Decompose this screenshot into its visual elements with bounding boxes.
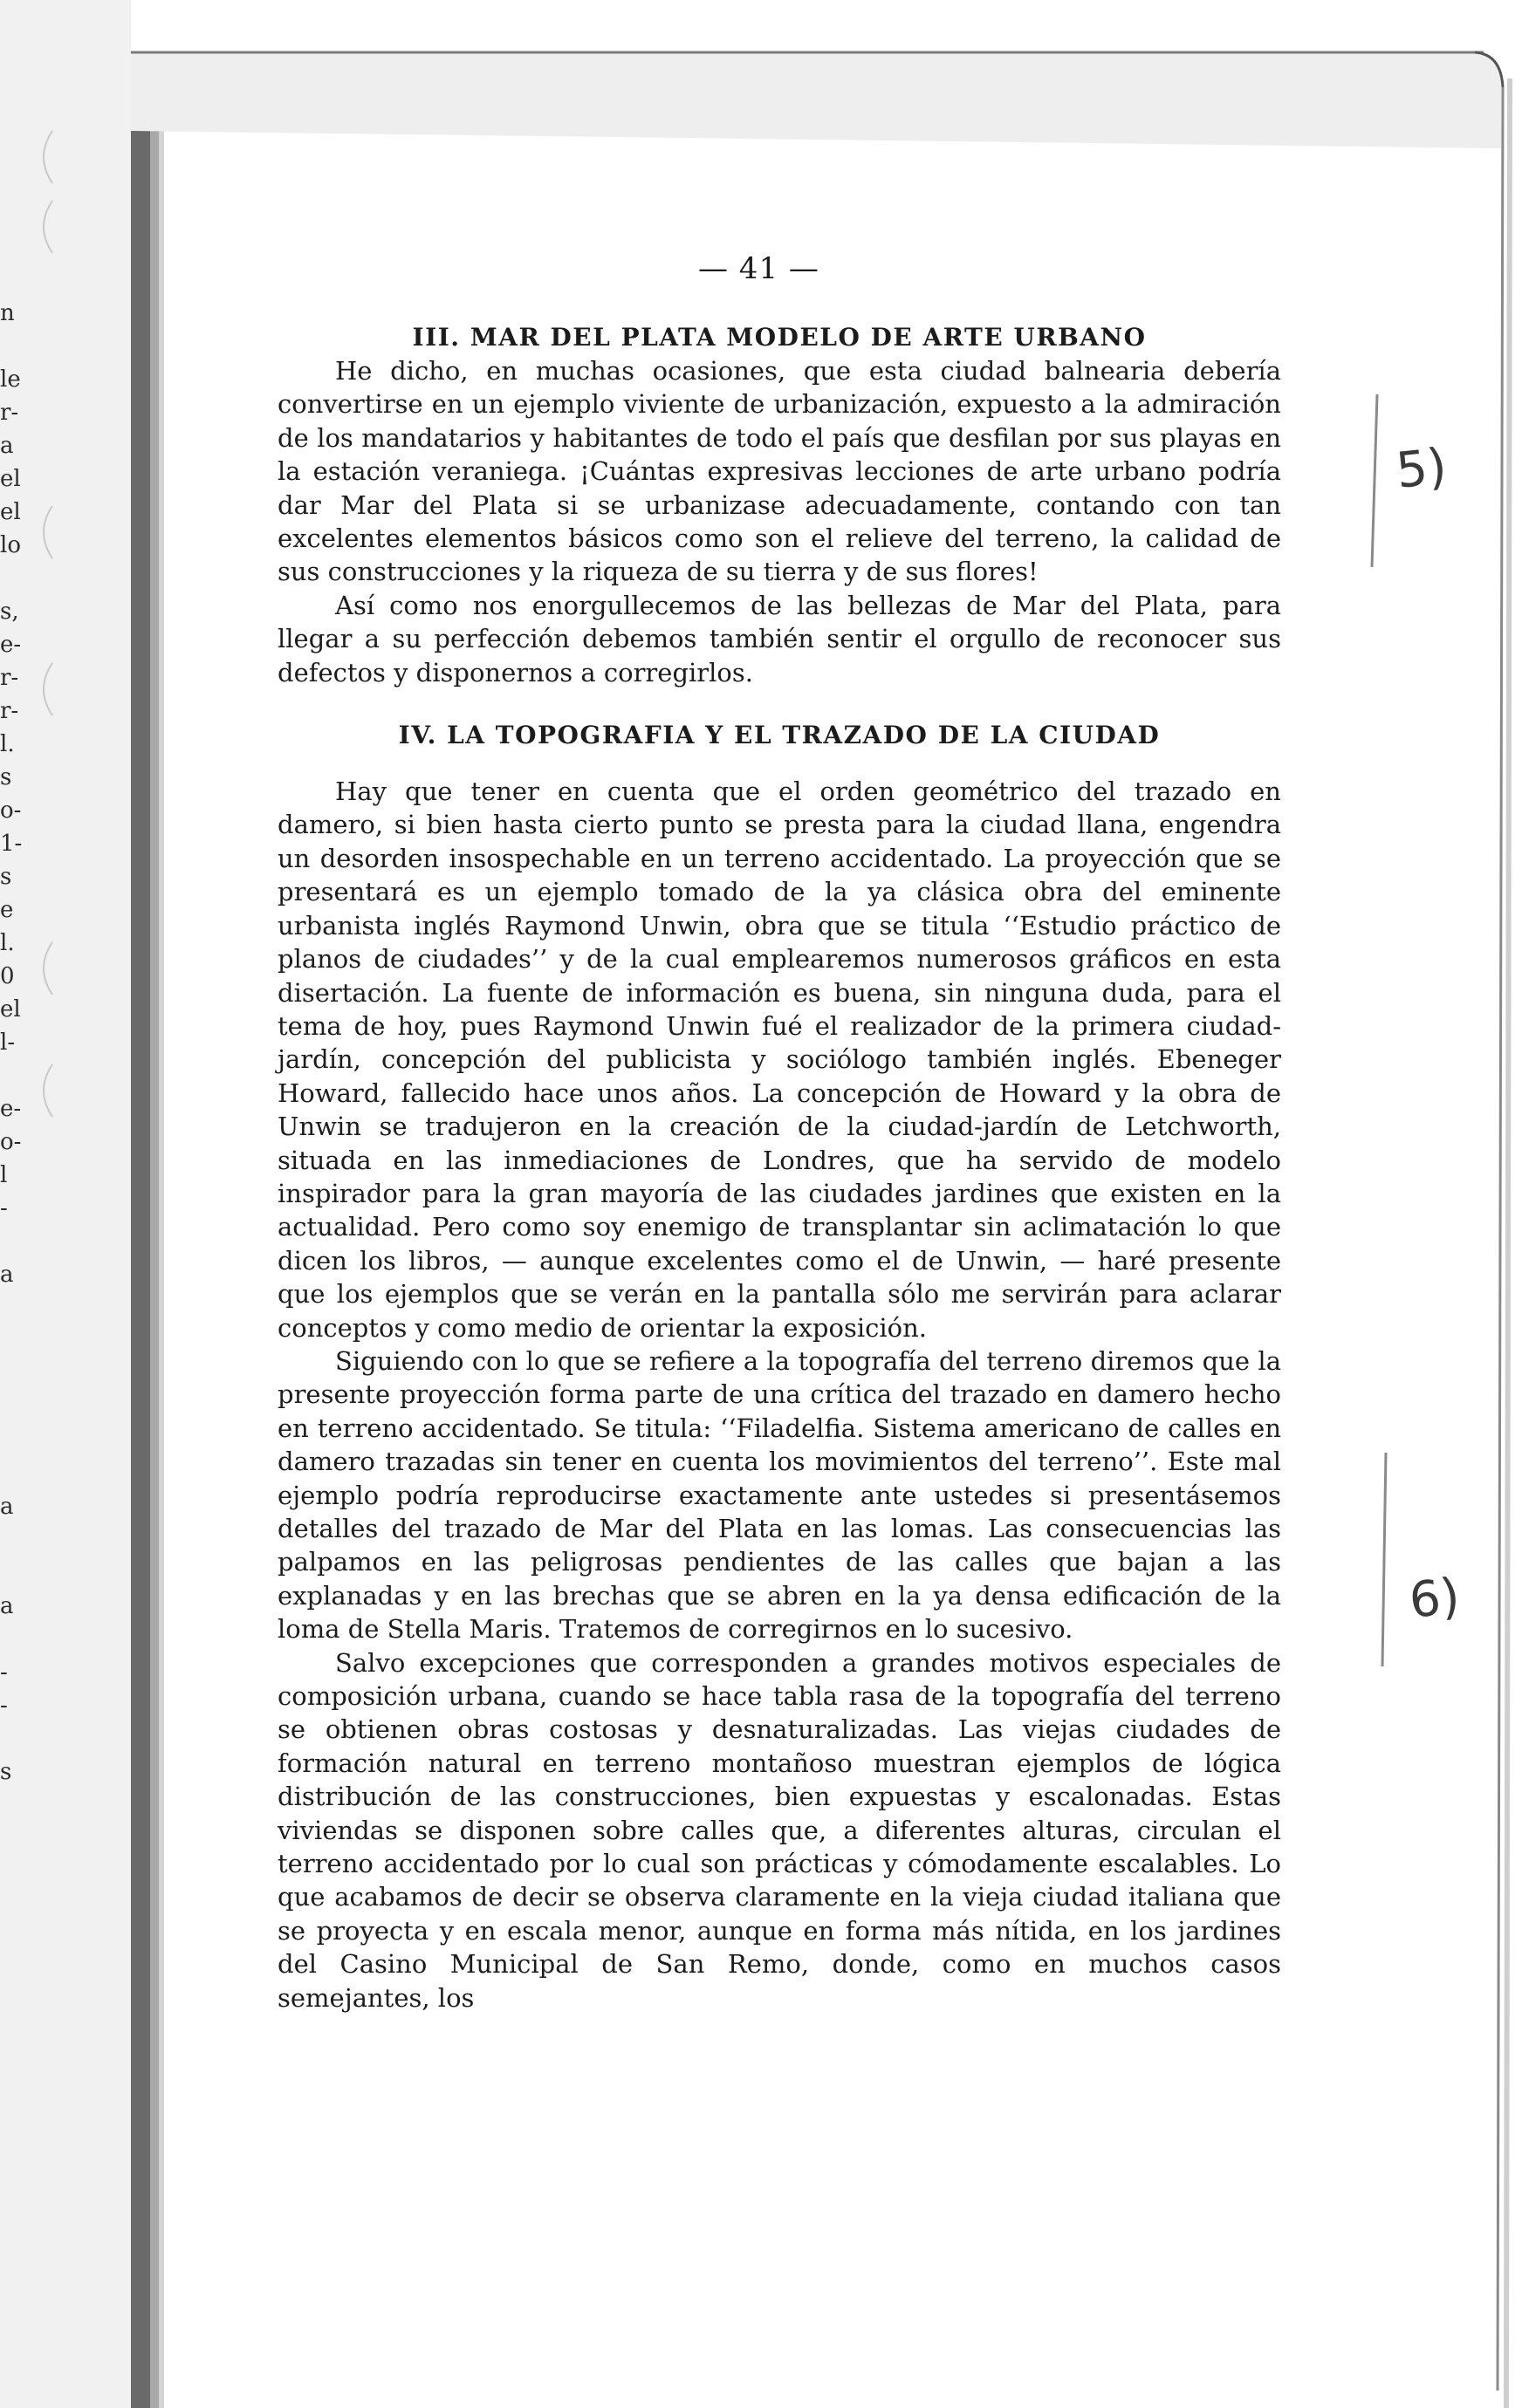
left-margin-fragment: el [0, 466, 21, 492]
left-margin-fragment: - [0, 1195, 8, 1221]
paragraph: Siguiendo con lo que se refiere a la topografía del terreno diremos que la presente proyección forma parte de una crítica del trazado en damero hecho en terreno accidentado. Se titula: ‘‘Filadelfia. Sistema americano de calles en damero trazadas sin tener en cuenta los movimientos del terreno’’. Este mal ejemplo podría reproducirse exactamente ante ustedes si presentásemos detalles del trazado de Mar del Plata en las lomas. Las consecuencias las palpamos en las peligrosas pendientes de las calles que bajan a las explanadas y en las brechas que se abren en la ya densa edificación de la loma de Stella Maris. Tratemos de corregirnos en lo sucesivo. [278, 1345, 1281, 1645]
left-margin-fragment: e- [0, 632, 22, 658]
left-margin-fragment [0, 1391, 35, 1424]
left-margin-fragment: n [0, 300, 15, 326]
margin-note-6: 6) [1406, 1568, 1463, 1630]
left-margin-fragment [0, 1722, 35, 1755]
left-margin-fragment: s [0, 864, 12, 890]
left-margin-fragment: s, [0, 599, 19, 625]
left-margin-fragment: el [0, 499, 21, 525]
left-margin-fragment [0, 1623, 35, 1656]
left-margin-fragment: r- [0, 400, 19, 426]
left-margin-fragment: r- [0, 698, 19, 724]
left-margin-fragment [0, 1225, 35, 1258]
left-margin-fragment [0, 1457, 35, 1490]
left-margin-fragment: s [0, 1759, 12, 1785]
left-margin-fragment: e [0, 897, 14, 923]
left-margin-fragment: l [0, 1162, 8, 1188]
left-margin-fragment [0, 1556, 35, 1590]
left-margin-fragment [0, 330, 35, 363]
left-margin-fragment [0, 562, 35, 595]
section-heading-iv: IV. LA TOPOGRAFIA Y EL TRAZADO DE LA CIUDAD [398, 721, 1161, 750]
paragraph: Así como nos enorgullecemos de las bellezas de Mar del Plata, para llegar a su perfección debemos también sentir el orgullo de reconocer sus defectos y disponernos a corregirlos. [278, 590, 1281, 688]
left-margin-fragment: a [0, 433, 14, 459]
left-margin-fragment: a [0, 1494, 14, 1520]
left-margin-fragment: l. [0, 930, 15, 956]
left-margin-fragment: a [0, 1593, 14, 1619]
left-margin-fragment: l- [0, 1030, 16, 1056]
paragraph: He dicho, en muchas ocasiones, que esta ciudad balnearia debería convertirse en un ejemplo viviente de urbanización, expuesto a la admiración de los mandatarios y habitantes de todo el país que desfilan por sus playas en la estación veraniega. ¡Cuántas expresivas lecciones de arte urbano podría dar Mar del Plata si se urbanizase adecuadamente, contando con tan excelentes elementos básicos como son el relieve del terreno, la calidad de sus construcciones y la riqueza de su tierra y de sus flores! [278, 356, 1281, 587]
margin-note-5: 5) [1393, 438, 1450, 500]
left-margin-fragment [0, 1523, 35, 1556]
left-margin-fragment [0, 1324, 35, 1358]
left-margin-fragment [0, 1424, 35, 1457]
page-number: — 41 — [698, 251, 819, 286]
left-margin-fragment [0, 1059, 35, 1092]
left-margin-fragment [0, 1291, 35, 1324]
left-margin-fragment: le [0, 366, 21, 393]
left-margin-fragment: s [0, 764, 12, 790]
left-margin-fragment: - [0, 1693, 8, 1719]
left-margin-fragment: el [0, 996, 21, 1023]
left-margin-fragment: a [0, 1262, 14, 1288]
left-margin-fragments [0, 297, 35, 1789]
paragraph: Salvo excepciones que corresponden a grandes motivos especiales de composición urbana, cuando se hace tabla rasa de la topografía del terreno se obtienen obras costosas y desnaturalizadas. Las viejas ciudades de formación natural en terreno montañoso muestran ejemplos de lógica distribución de las construcciones, bien expuestas y escalonadas. Estas viviendas se disponen sobre calles que, a diferentes alturas, circulan el terreno accidentado por lo cual son prácticas y cómodamente escalables. Lo que acabamos de decir se observa claramente en la vieja ciudad italiana que se proyecta y en escala menor, aunque en forma más nítida, en los jardines del Casino Municipal de San Remo, donde, como en muchos casos semejantes, los [278, 1647, 1281, 2013]
section-heading-iii: III. MAR DEL PLATA MODELO DE ARTE URBANO [412, 323, 1147, 352]
left-margin-fragment: o- [0, 1129, 22, 1155]
left-margin-fragment: o- [0, 797, 22, 824]
left-margin-fragment [0, 1358, 35, 1391]
left-margin-fragment: 1- [0, 831, 23, 857]
paragraph: Hay que tener en cuenta que el orden geométrico del trazado en damero, si bien hasta cierto punto se presta para la ciudad llana, engendra un desorden insospechable en un terreno accidentado. La proyección que se presentará es un ejemplo tomado de la ya clásica obra del eminente urbanista inglés Raymond Unwin, obra que se titula ‘‘Estudio práctico de planos de ciudades’’ y de la cual emplearemos numerosos gráficos en esta disertación. La fuente de información es buena, sin ninguna duda, para el tema de hoy, pues Raymond Unwin fué el realizador de la primera ciudad-jardín, concepción del publicista y sociólogo también inglés. Ebeneger Howard, fallecido hace unos años. La concepción de Howard y la obra de Unwin se tradujeron en la creación de la ciudad-jardín de Letchworth, situada en las inmediaciones de Londres, que ha servido de modelo inspirador para la gran mayoría de las ciudades jardines que existen en la actualidad. Pero como soy enemigo de transplantar sin aclimatación lo que dicen los libros, — aunque excelentes como el de Unwin, — haré presente que los ejemplos que se verán en la pantalla sólo me servirán para aclarar conceptos y como medio de orientar la exposición. [278, 776, 1281, 1343]
left-margin-fragment: 0 [0, 963, 15, 989]
page-content [278, 321, 1281, 2015]
left-margin-fragment: l. [0, 731, 15, 757]
left-margin-fragment: r- [0, 665, 19, 691]
left-margin-fragment: e- [0, 1096, 22, 1122]
left-margin-fragment: - [0, 1659, 8, 1686]
left-margin-fragment: lo [0, 532, 21, 558]
